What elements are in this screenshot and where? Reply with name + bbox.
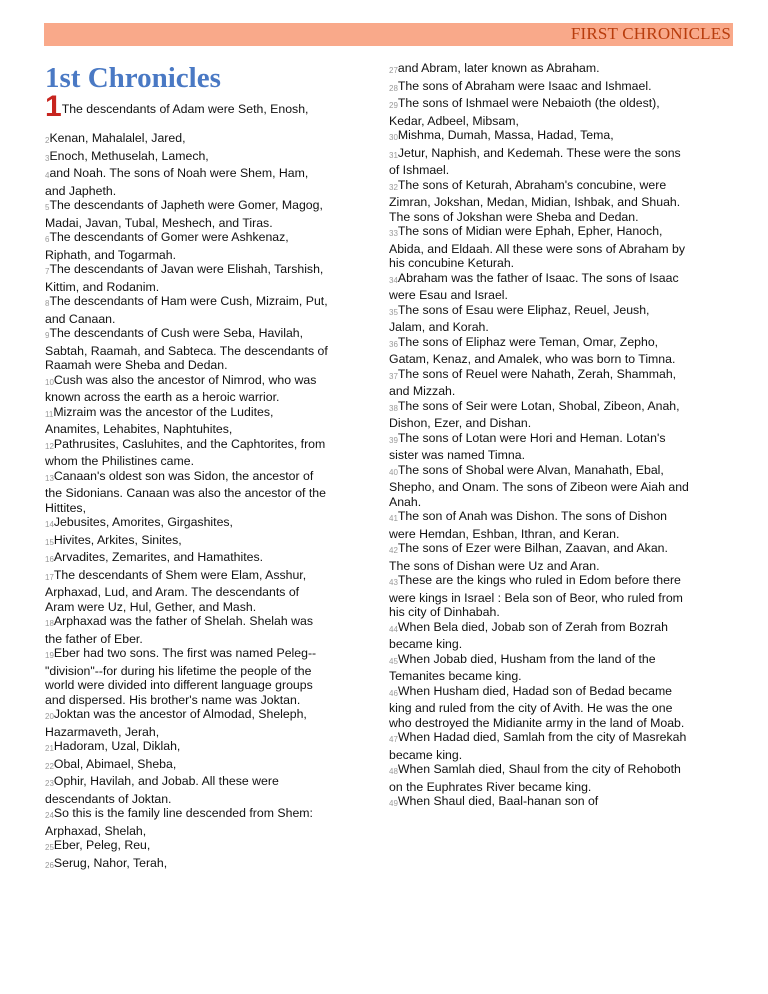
verse-number: 36 xyxy=(389,339,398,349)
verse xyxy=(45,707,330,739)
verse xyxy=(45,149,330,167)
verse-number: 15 xyxy=(45,537,54,547)
verse-number: 38 xyxy=(389,403,398,413)
verse xyxy=(45,131,330,149)
verse xyxy=(45,856,330,874)
verse-text: The sons of Keturah, Abraham's concubine, were Zimran, Jokshan, Medan, Midian, Ishbak, and Shuah. The sons of Jokshan were Sheba and Dedan. xyxy=(389,177,681,224)
verse xyxy=(389,79,689,97)
verse-text: Pathrusites, Casluhites, and the Caphtorites, from whom the Philistines came. xyxy=(45,436,326,468)
verse-text: Canaan's oldest son was Sidon, the ancestor of the Sidonians. Canaan was also the ancestor of the Hittites, xyxy=(45,468,326,515)
verse xyxy=(45,806,330,838)
verse-text: Jetur, Naphish, and Kedemah. These were the sons of Ishmael. xyxy=(389,145,681,177)
verse-text: So this is the family line descended from Shem: Arphaxad, Shelah, xyxy=(45,806,313,838)
verse xyxy=(389,128,689,146)
verse-number: 40 xyxy=(389,467,398,477)
verse-text: and Noah. The sons of Noah were Shem, Ham, and Japheth. xyxy=(45,166,309,198)
verse xyxy=(45,166,330,198)
verse-text: When Husham died, Hadad son of Bedad became king and ruled from the city of Avith. He was the one who destroyed the Midianite army in the land of Moab. xyxy=(389,683,685,730)
verse xyxy=(389,303,689,335)
verse-number: 11 xyxy=(45,409,54,419)
chapter-opening xyxy=(45,90,335,123)
verse-number: 7 xyxy=(45,267,50,276)
verse-text: Cush was also the ancestor of Nimrod, who was known across the earth as a heroic warrior. xyxy=(45,372,317,404)
verse-text: The sons of Ezer were Bilhan, Zaavan, and Akan. The sons of Dishan were Uz and Aran. xyxy=(389,541,668,573)
verse xyxy=(45,515,330,533)
verse-text: Joktan was the ancestor of Almodad, Sheleph, Hazarmaveth, Jerah, xyxy=(45,707,307,739)
verse-text: The sons of Shobal were Alvan, Manahath, Ebal, Shepho, and Onam. The sons of Zibeon were Aiah and Anah. xyxy=(389,462,689,509)
verse-text: The sons of Lotan were Hori and Heman. Lotan's sister was named Timna. xyxy=(389,430,666,462)
verse-text: When Shaul died, Baal-hanan son of xyxy=(397,794,599,808)
verse-text: The sons of Midian were Ephah, Epher, Hanoch, Abida, and Eldaah. All these were sons of Abraham by his concubine Keturah. xyxy=(389,224,685,270)
verse-text: The sons of Abraham were Isaac and Ishmael. xyxy=(397,78,652,93)
verse-number: 34 xyxy=(389,275,398,285)
verse xyxy=(45,230,330,262)
verse-number: 41 xyxy=(389,514,398,523)
verse xyxy=(389,431,689,463)
verse-number: 9 xyxy=(45,331,50,340)
verse-text: Obal, Abimael, Sheba, xyxy=(53,756,177,771)
verse-number: 42 xyxy=(389,546,398,555)
verse-text: The descendants of Shem were Elam, Asshur, Arphaxad, Lud, and Aram. The descendants of Aram were Uz, Hul, Gether, and Mash. xyxy=(45,567,307,614)
verse-text: Abraham was the father of Isaac. The sons of Isaac were Esau and Israel. xyxy=(389,270,679,302)
verse xyxy=(45,262,330,294)
verse-number: 12 xyxy=(45,441,54,451)
verse-number: 31 xyxy=(389,150,398,160)
verse xyxy=(389,762,689,794)
verse-text: The descendants of Javan were Elishah, Tarshish, Kittim, and Rodanim. xyxy=(45,262,324,294)
verse-number: 37 xyxy=(389,371,398,381)
verse-text: and Abram, later known as Abraham. xyxy=(397,61,600,75)
verse-number: 19 xyxy=(45,651,54,660)
verse xyxy=(45,757,330,775)
verse-number: 5 xyxy=(45,203,50,212)
verse xyxy=(389,96,689,128)
verse-number: 39 xyxy=(389,435,398,445)
verse xyxy=(45,614,330,646)
verse xyxy=(389,367,689,399)
verse-number: 47 xyxy=(389,735,398,744)
verse-number: 48 xyxy=(389,767,398,776)
verse-text: Mishma, Dumah, Massa, Hadad, Tema, xyxy=(397,128,614,142)
verse-text: Kenan, Mahalalel, Jared, xyxy=(49,131,186,145)
verse-number: 30 xyxy=(389,133,398,142)
right-column-verses xyxy=(389,61,689,812)
verse xyxy=(45,437,330,469)
verse-text: Eber had two sons. The first was named Peleg--"division"--for during his lifetime the people of the world were divided into different language groups and dispersed. His brother's name was Joktan. xyxy=(45,646,317,707)
verse-number: 24 xyxy=(45,811,54,820)
verse-1-text: The descendants of Adam were Seth, Enosh, xyxy=(61,102,309,116)
verse xyxy=(45,198,330,230)
verse-number: 29 xyxy=(389,101,398,110)
verse-number: 35 xyxy=(389,307,398,317)
verse-text: Arphaxad was the father of Shelah. Shelah was the father of Eber. xyxy=(45,614,313,646)
verse-text: Mizraim was the ancestor of the Ludites, Anamites, Lehabites, Naphtuhites, xyxy=(45,404,274,436)
verse-text: Arvadites, Zemarites, and Hamathites. xyxy=(53,550,264,564)
verse-text: Eber, Peleg, Reu, xyxy=(53,838,151,852)
verse xyxy=(45,550,330,568)
verse-text: Hivites, Arkites, Sinites, xyxy=(53,532,182,547)
verse-number: 16 xyxy=(45,555,54,564)
verse-number: 44 xyxy=(389,624,398,634)
left-column-verses xyxy=(45,131,330,873)
verse xyxy=(389,399,689,431)
verse-number: 2 xyxy=(45,136,50,145)
verse-number: 14 xyxy=(45,520,54,529)
verse xyxy=(389,463,689,510)
verse xyxy=(45,294,330,326)
verse-text: These are the kings who ruled in Edom before there were kings in Israel : Bela son of Beor, who ruled from his city of Dinhabah. xyxy=(389,573,683,619)
verse xyxy=(45,469,330,516)
verse xyxy=(389,335,689,367)
verse-text: When Hadad died, Samlah from the city of Masrekah became king. xyxy=(389,730,687,762)
verse xyxy=(45,646,330,707)
running-header-bar xyxy=(44,23,733,46)
verse xyxy=(389,541,689,573)
verse-number: 49 xyxy=(389,799,398,808)
verse-text: The sons of Eliphaz were Teman, Omar, Zepho, Gatam, Kenaz, and Amalek, who was born to Timna. xyxy=(389,334,676,366)
verse xyxy=(45,838,330,856)
verse xyxy=(45,326,330,373)
verse xyxy=(45,533,330,551)
verse-text: The descendants of Gomer were Ashkenaz, Riphath, and Togarmah. xyxy=(45,230,289,262)
verse-number: 13 xyxy=(45,473,54,483)
verse xyxy=(389,271,689,303)
verse xyxy=(389,620,689,652)
verse-number: 45 xyxy=(389,656,398,666)
verse-number: 17 xyxy=(45,572,54,582)
verse-number: 46 xyxy=(389,688,398,698)
verse-number: 27 xyxy=(389,66,398,75)
verse xyxy=(45,739,330,757)
verse xyxy=(45,568,330,615)
verse-text: The descendants of Cush were Seba, Havilah, Sabtah, Raamah, and Sabteca. The descendants of Raamah were Sheba and Dedan. xyxy=(45,326,328,372)
verse-text: When Bela died, Jobab son of Zerah from Bozrah became king. xyxy=(389,619,668,651)
verse-number: 32 xyxy=(389,182,398,192)
verse xyxy=(389,178,689,225)
verse-number: 28 xyxy=(389,83,398,93)
chapter-number: 1 xyxy=(45,90,62,123)
verse-text: The sons of Ishmael were Nebaioth (the oldest), Kedar, Adbeel, Mibsam, xyxy=(389,96,660,128)
verse-text: The son of Anah was Dishon. The sons of Dishon were Hemdan, Eshban, Ithran, and Keran. xyxy=(389,509,668,541)
book-title: 1st Chronicles xyxy=(45,62,221,94)
verse xyxy=(45,774,330,806)
verse-number: 43 xyxy=(389,578,398,587)
verse xyxy=(389,61,689,79)
verse-number: 4 xyxy=(45,171,50,180)
verse-text: When Jobab died, Husham from the land of the Temanites became king. xyxy=(389,651,656,683)
verse-text: The descendants of Ham were Cush, Mizraim, Put, and Canaan. xyxy=(45,294,328,326)
verse-number: 23 xyxy=(45,779,54,788)
verse xyxy=(389,224,689,271)
verse-number: 21 xyxy=(45,744,54,753)
verse-number: 10 xyxy=(45,377,54,387)
verse-number: 8 xyxy=(45,299,50,308)
verse xyxy=(389,652,689,684)
verse-number: 3 xyxy=(45,153,50,163)
verse-text: Ophir, Havilah, and Jobab. All these were descendants of Joktan. xyxy=(45,774,279,806)
verse-text: Serug, Nahor, Terah, xyxy=(53,855,168,870)
running-header-title: FIRST CHRONICLES xyxy=(570,24,731,43)
verse xyxy=(389,794,689,812)
verse xyxy=(389,573,689,620)
verse-text: The sons of Seir were Lotan, Shobal, Zibeon, Anah, Dishon, Ezer, and Dishan. xyxy=(389,398,680,430)
verse-number: 20 xyxy=(45,712,54,721)
verse-text: Hadoram, Uzal, Diklah, xyxy=(53,739,181,753)
verse-number: 26 xyxy=(45,860,54,870)
verse xyxy=(389,730,689,762)
verse-text: Jebusites, Amorites, Girgashites, xyxy=(53,515,233,529)
verse-number: 18 xyxy=(45,619,54,628)
verse xyxy=(45,373,330,405)
verse xyxy=(389,146,689,178)
verse xyxy=(389,509,689,541)
verse-text: The descendants of Japheth were Gomer, Magog, Madai, Javan, Tubal, Meshech, and Tiras. xyxy=(45,198,323,230)
verse-text: Enoch, Methuselah, Lamech, xyxy=(49,148,209,163)
verse-text: When Samlah died, Shaul from the city of Rehoboth on the Euphrates River became king. xyxy=(389,762,681,794)
verse xyxy=(389,684,689,731)
verse xyxy=(45,405,330,437)
verse-text: The sons of Reuel were Nahath, Zerah, Shammah, and Mizzah. xyxy=(389,366,677,398)
verse-number: 6 xyxy=(45,235,50,244)
verse-number: 25 xyxy=(45,843,54,852)
verse-text: The sons of Esau were Eliphaz, Reuel, Jeush, Jalam, and Korah. xyxy=(389,302,650,334)
verse-number: 33 xyxy=(389,229,398,238)
verse-number: 22 xyxy=(45,761,54,771)
